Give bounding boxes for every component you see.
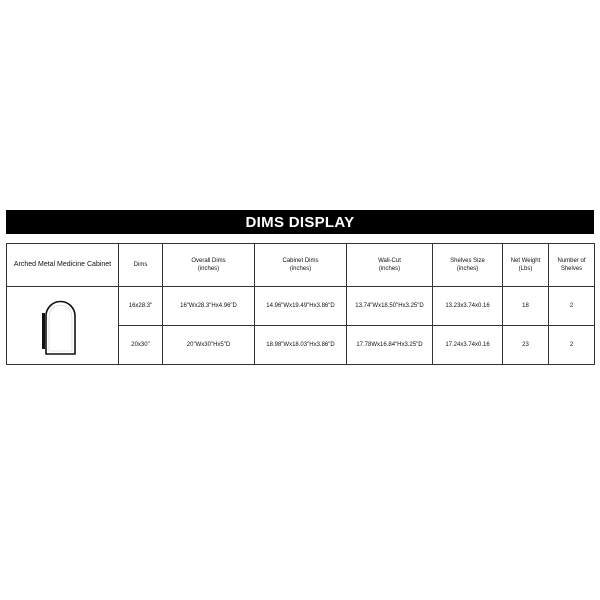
cell-net-weight: 23 <box>503 326 549 365</box>
header-number-of-shelves: Number of Shelves <box>549 244 595 287</box>
cell-dims: 16x28.3" <box>119 287 163 326</box>
header-dims: Dims <box>119 244 163 287</box>
dims-display-banner <box>6 210 594 234</box>
header-product: Arched Metal Medicine Cabinet <box>7 244 119 287</box>
cell-dims: 20x30" <box>119 326 163 365</box>
cell-cabinet-dims: 14.96"Wx19.49"Hx3.86"D <box>255 287 347 326</box>
header-net-weight: Net Weight (Lbs) <box>503 244 549 287</box>
cell-number-of-shelves: 2 <box>549 326 595 365</box>
cell-number-of-shelves: 2 <box>549 287 595 326</box>
header-wall-cut: Wall-Cut (inches) <box>347 244 433 287</box>
cell-net-weight: 18 <box>503 287 549 326</box>
arched-cabinet-icon <box>41 299 76 355</box>
banner-title: DIMS DISPLAY <box>245 213 355 231</box>
table-row <box>7 287 595 326</box>
cell-cabinet-dims: 18.98"Wx18.03"Hx3.86"D <box>255 326 347 365</box>
cell-shelves-size: 17.24x3.74x0.16 <box>433 326 503 365</box>
dims-table <box>6 243 595 365</box>
header-cabinet-dims: Cabinet Dims (inches) <box>255 244 347 287</box>
table-header-row <box>7 244 595 287</box>
cell-overall-dims: 20"Wx30"Hx5"D <box>163 326 255 365</box>
cell-overall-dims: 16"Wx28.3"Hx4.96"D <box>163 287 255 326</box>
cell-wall-cut: 13.74"Wx18.50"Hx3.25"D <box>347 287 433 326</box>
product-image-cell <box>7 287 119 365</box>
header-shelves-size: Shelves Size (inches) <box>433 244 503 287</box>
cell-shelves-size: 13.23x3.74x0.16 <box>433 287 503 326</box>
header-overall-dims: Overall Dims (inches) <box>163 244 255 287</box>
cell-wall-cut: 17.78Wx16.84"Hx3.25"D <box>347 326 433 365</box>
